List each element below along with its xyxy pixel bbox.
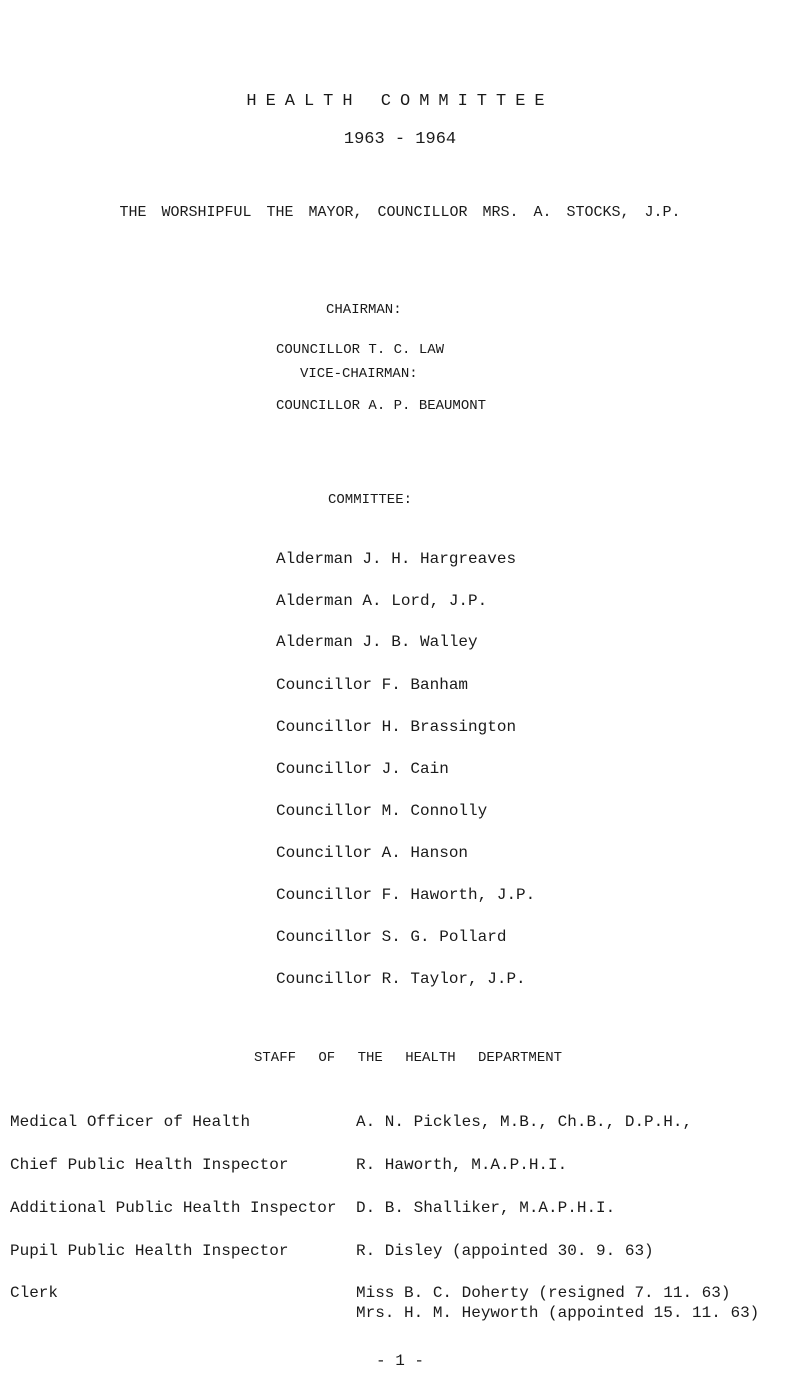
- year-range: 1963 - 1964: [343, 130, 457, 149]
- staff-name: Mrs. H. M. Heyworth (appointed 15. 11. 63): [356, 1304, 760, 1322]
- staff-name: A. N. Pickles, M.B., Ch.B., D.P.H.,: [356, 1113, 693, 1131]
- committee-member: Councillor S. G. Pollard: [276, 928, 507, 946]
- staff-heading: STAFF OF THE HEALTH DEPARTMENT: [254, 1050, 563, 1066]
- committee-member: Alderman J. H. Hargreaves: [276, 550, 517, 568]
- staff-name: R. Haworth, M.A.P.H.I.: [356, 1156, 568, 1174]
- committee-member: Councillor M. Connolly: [276, 802, 488, 820]
- committee-member: Councillor F. Banham: [276, 676, 469, 694]
- committee-member: Councillor F. Haworth, J.P.: [276, 886, 536, 904]
- page-number: - 1 -: [375, 1352, 424, 1370]
- committee-member: Alderman A. Lord, J.P.: [276, 592, 488, 610]
- chairman-name: COUNCILLOR T. C. LAW: [276, 342, 445, 358]
- vice-chairman-label: VICE-CHAIRMAN:: [300, 366, 418, 382]
- staff-role: Pupil Public Health Inspector: [10, 1242, 289, 1260]
- staff-name: Miss B. C. Doherty (resigned 7. 11. 63): [356, 1284, 731, 1302]
- staff-name: D. B. Shalliker, M.A.P.H.I.: [356, 1199, 616, 1217]
- staff-role: Chief Public Health Inspector: [10, 1156, 289, 1174]
- committee-member: Councillor A. Hanson: [276, 844, 469, 862]
- committee-member: Councillor R. Taylor, J.P.: [276, 970, 526, 988]
- document-title: HEALTH COMMITTEE: [246, 92, 554, 111]
- committee-label: COMMITTEE:: [328, 492, 413, 508]
- staff-name: R. Disley (appointed 30. 9. 63): [356, 1242, 654, 1260]
- committee-member: Alderman J. B. Walley: [276, 633, 478, 651]
- vice-chairman-name: COUNCILLOR A. P. BEAUMONT: [276, 398, 487, 414]
- chairman-label: CHAIRMAN:: [326, 302, 402, 318]
- committee-member: Councillor J. Cain: [276, 760, 449, 778]
- mayor-line: THE WORSHIPFUL THE MAYOR, COUNCILLOR MRS. A. STOCKS, J.P.: [119, 204, 681, 221]
- staff-role: Medical Officer of Health: [10, 1113, 251, 1131]
- staff-role: Clerk: [10, 1284, 59, 1302]
- committee-member: Councillor H. Brassington: [276, 718, 517, 736]
- staff-role: Additional Public Health Inspector: [10, 1199, 337, 1217]
